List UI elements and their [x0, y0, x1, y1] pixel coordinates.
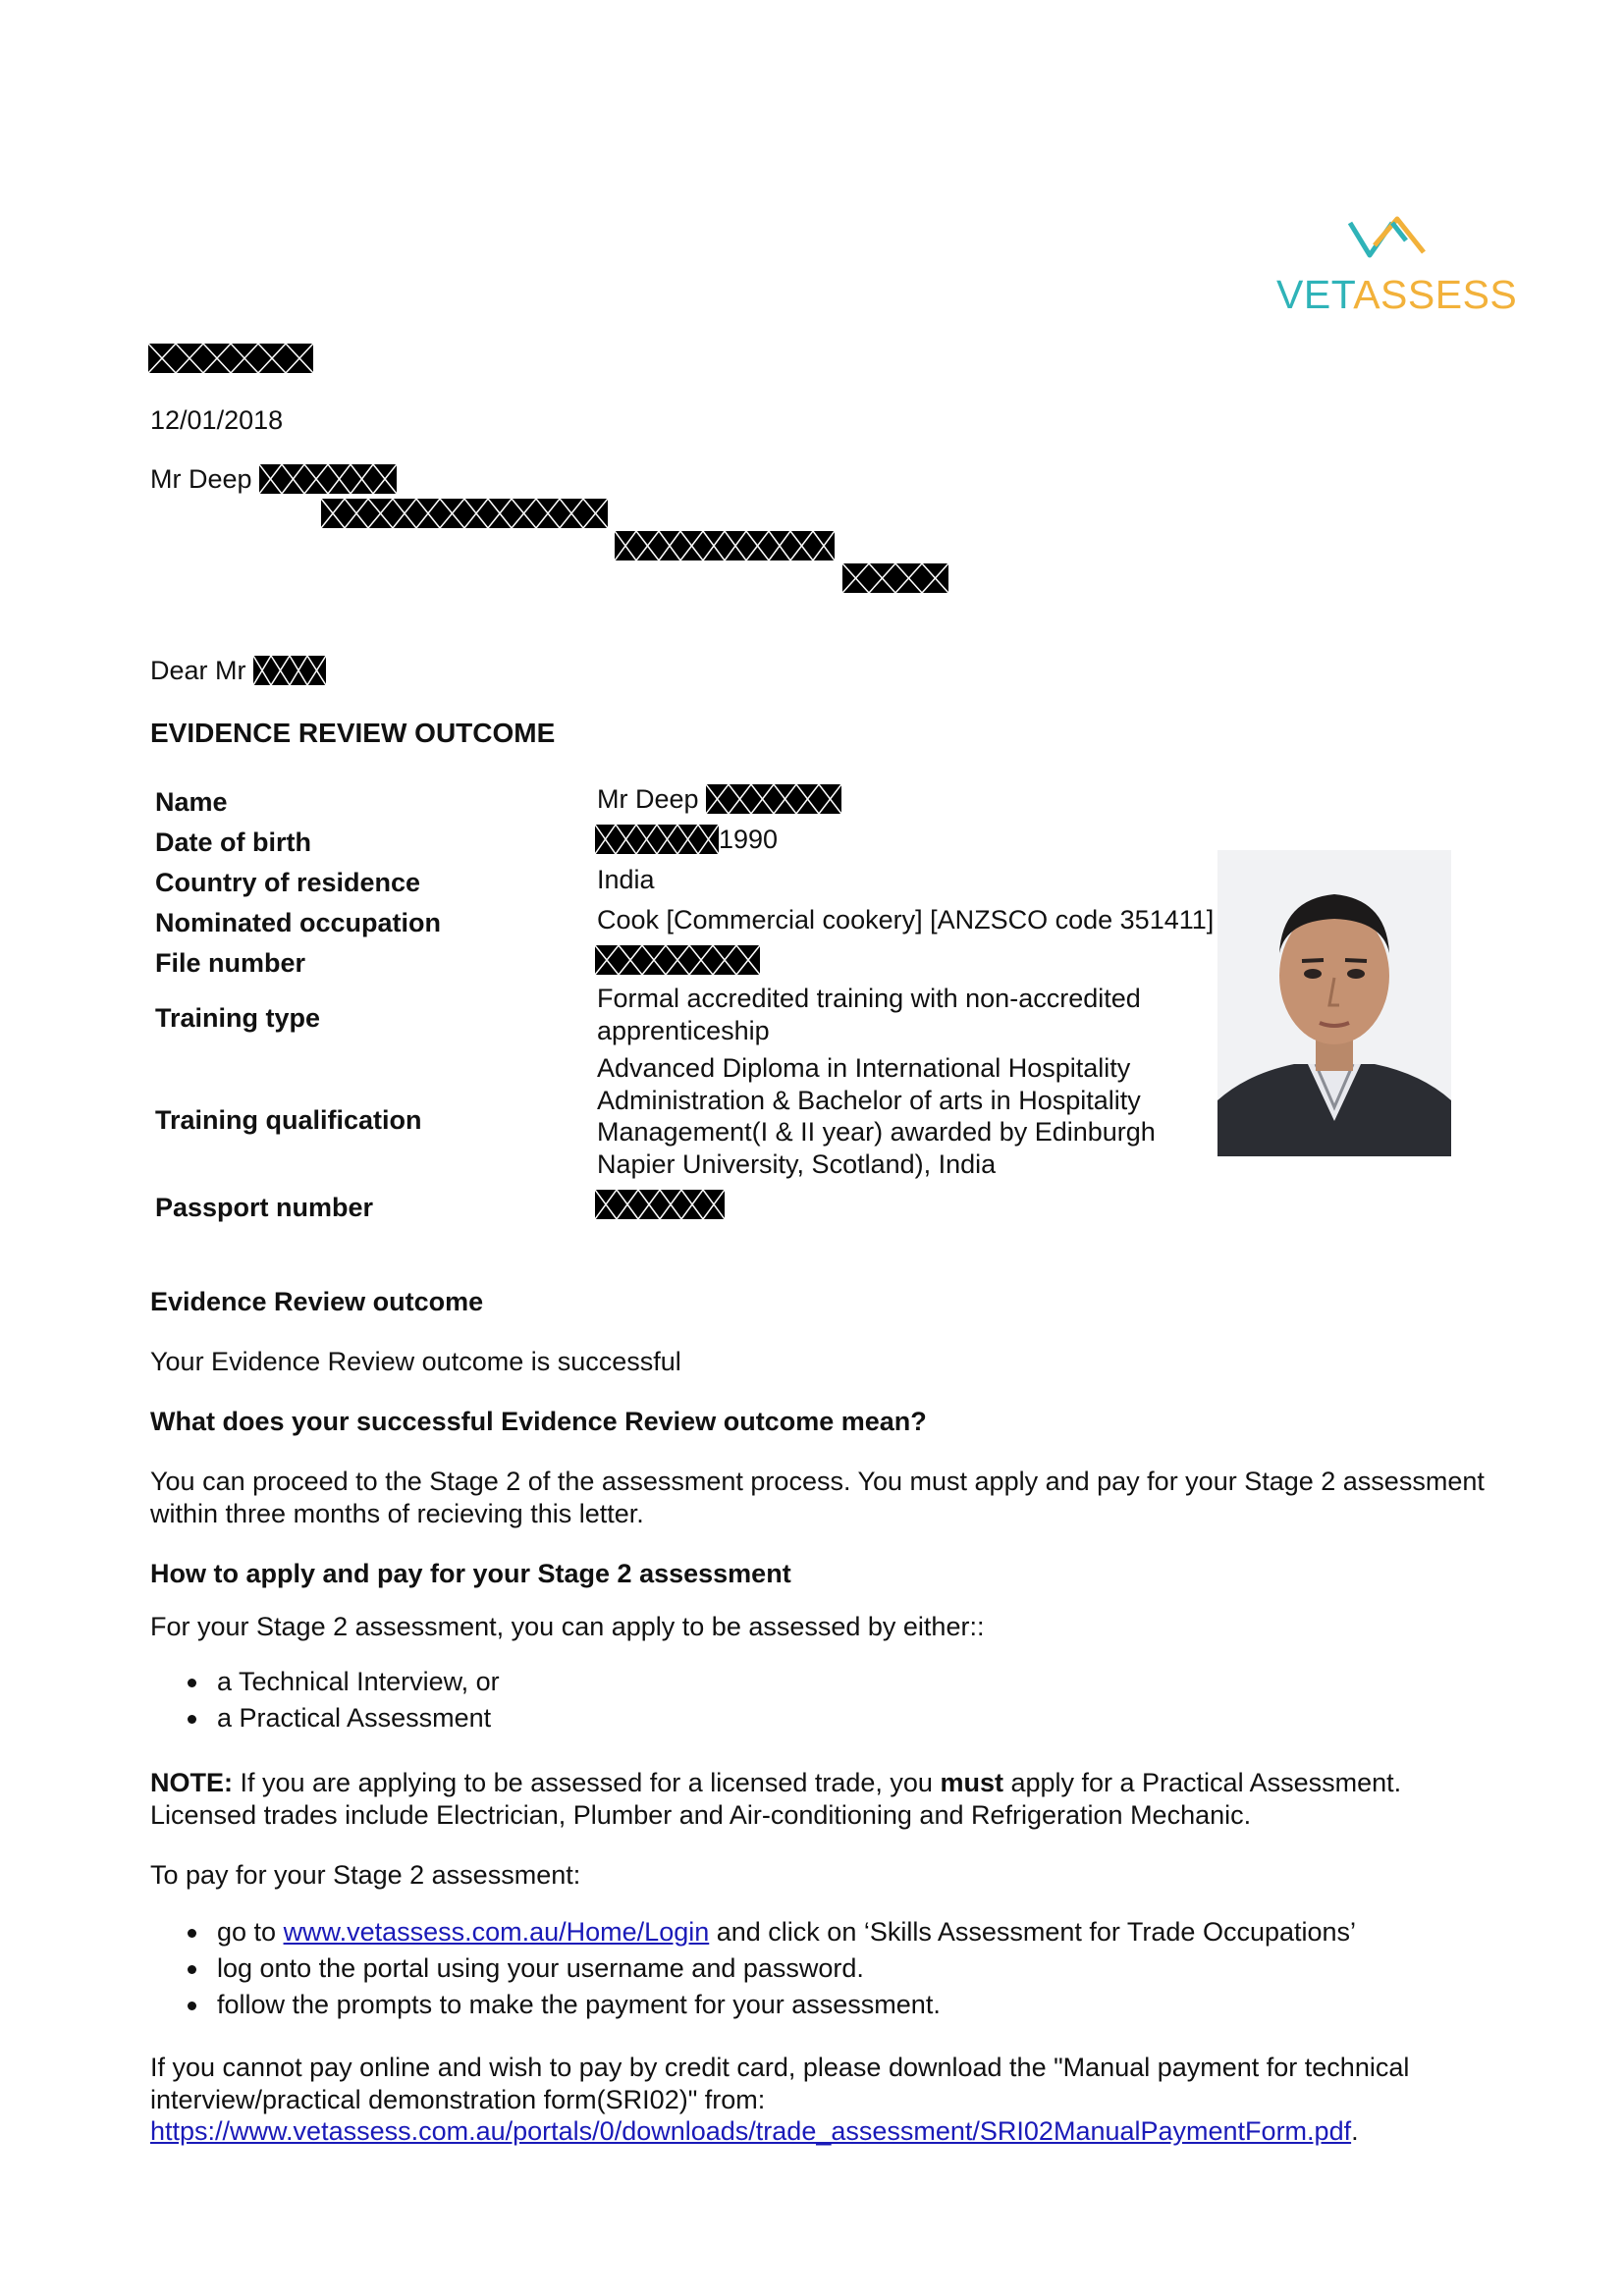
redacted-dob	[595, 825, 719, 854]
apply-intro: For your Stage 2 assessment, you can apply to be assessed by either::	[150, 1612, 985, 1641]
qualification-value: Advanced Diploma in International Hospitality Administration & Bachelor of arts in Hospitality Management(I & II year) awarded by Edinburgh Napier University, Scotland), India	[597, 1053, 1156, 1179]
bullet-icon	[188, 1679, 196, 1687]
meaning-heading: What does your successful Evidence Review outcome mean?	[150, 1407, 927, 1436]
logo-wordmark: VETASSESS	[1276, 272, 1518, 317]
list-item: a Technical Interview, or	[150, 1664, 500, 1700]
occupation-value: Cook [Commercial cookery] [ANZSCO code 351411]	[597, 905, 1215, 934]
bullet-icon	[188, 1929, 196, 1938]
redacted-address-line-1	[321, 499, 608, 528]
note-label: NOTE:	[150, 1768, 233, 1797]
redacted-surname	[259, 464, 397, 494]
file-number-label: File number	[155, 948, 306, 978]
redacted-address-line-3	[842, 563, 948, 593]
training-type-value: Formal accredited training with non-accredited apprenticeship	[597, 984, 1141, 1045]
bullet-icon	[188, 1965, 196, 1974]
manual-payment-paragraph: If you cannot pay online and wish to pay by credit card, please download the "Manual payment for technical interview/practical demonstration form(SRI02)" from: https://www.vetassess.com.au/portals/0/downloads/trade_assessment/SRI02ManualPaymentForm.pdf.	[150, 2053, 1410, 2146]
pay-intro: To pay for your Stage 2 assessment:	[150, 1860, 581, 1890]
redacted-reference	[148, 344, 313, 373]
redacted-salutation-name	[253, 656, 326, 685]
salutation: Dear Mr	[150, 656, 326, 686]
payment-steps-list	[150, 1914, 1356, 2023]
dob-value: 1990	[595, 824, 778, 856]
passport-value	[595, 1189, 725, 1221]
note-paragraph: NOTE: If you are applying to be assessed for a licensed trade, you must apply for a Practical Assessment. Licensed trades include Electrician, Plumber and Air-conditioning and Refrigeration Mechanic.	[150, 1768, 1402, 1830]
outcome-heading: Evidence Review outcome	[150, 1287, 484, 1316]
assessment-options-list	[150, 1664, 500, 1736]
bullet-icon	[188, 1715, 196, 1724]
qualification-label: Training qualification	[155, 1105, 422, 1135]
passport-label: Passport number	[155, 1193, 374, 1222]
file-number-value	[595, 944, 760, 977]
page-title: EVIDENCE REVIEW OUTCOME	[150, 718, 556, 748]
dob-label: Date of birth	[155, 828, 311, 857]
redacted-passport	[595, 1190, 725, 1219]
apply-heading: How to apply and pay for your Stage 2 assessment	[150, 1559, 791, 1588]
country-label: Country of residence	[155, 868, 421, 897]
list-item: log onto the portal using your username and password.	[150, 1950, 1356, 1987]
list-item: follow the prompts to make the payment for your assessment.	[150, 1987, 1356, 2023]
portal-login-link[interactable]: www.vetassess.com.au/Home/Login	[283, 1917, 710, 1947]
vetassess-chevron-mark-icon	[1276, 211, 1502, 280]
vetassess-logo	[1276, 211, 1518, 324]
outcome-text: Your Evidence Review outcome is successful	[150, 1347, 681, 1376]
list-item: a Practical Assessment	[150, 1700, 500, 1736]
list-item: go to www.vetassess.com.au/Home/Login and click on ‘Skills Assessment for Trade Occupations’	[150, 1914, 1356, 1950]
meaning-paragraph: You can proceed to the Stage 2 of the assessment process. You must apply and pay for your Stage 2 assessment within three months of recieving this letter.	[150, 1467, 1485, 1528]
redacted-address-line-2	[615, 531, 835, 561]
letter-date: 12/01/2018	[150, 405, 284, 435]
name-label: Name	[155, 787, 228, 817]
occupation-label: Nominated occupation	[155, 908, 442, 937]
training-type-label: Training type	[155, 1003, 321, 1033]
redacted-file-number	[595, 945, 760, 975]
addressee-name: Mr Deep	[150, 464, 397, 495]
name-value: Mr Deep	[597, 783, 841, 816]
applicant-photo	[1217, 850, 1451, 1156]
manual-payment-form-link[interactable]: https://www.vetassess.com.au/portals/0/downloads/trade_assessment/SRI02ManualPaymentForm.pdf	[150, 2116, 1352, 2146]
bullet-icon	[188, 2002, 196, 2010]
country-value: India	[597, 865, 655, 894]
redacted-name	[706, 784, 841, 814]
